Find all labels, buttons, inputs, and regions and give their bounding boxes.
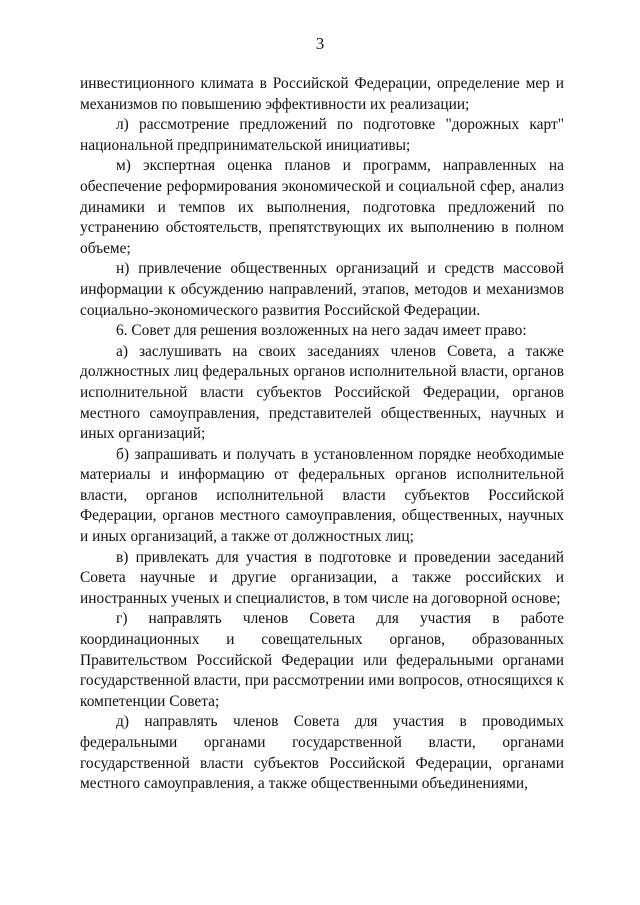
document-body — [80, 74, 564, 795]
paragraph-item-g: г) направлять членов Совета для участия в работе координационных и совещательных органов, образованных Правительством Российской Федерации или федеральными органами государственной власти, при рассмотрении ими вопросов, относящихся к компетенции Совета; — [80, 610, 564, 710]
paragraph-item-b: б) запрашивать и получать в установленном порядке необходимые материалы и информацию от федеральных органов исполнительной власти, органов исполнительной власти субъектов Российской Федерации, органов местного самоуправления, общественных, научных и иных организаций, а также от должностных лиц; — [80, 445, 564, 546]
paragraph-item-v: в) привлекать для участия в подготовке и проведении заседаний Совета научные и другие организации, а также российских и иностранных ученых и специалистов, в том числе на договорной основе; — [80, 548, 564, 607]
paragraph-item-n: н) привлечение общественных организаций и средств массовой информации к обсуждению направлений, этапов, методов и механизмов социально-экономического развития Российской Федерации. — [80, 260, 564, 319]
paragraph-item-a: а) заслушивать на своих заседаниях членов Совета, а также должностных лиц федеральных органов исполнительной власти, органов исполнительной власти субъектов Российской Федерации, органов местного самоуправления, представителей общественных, научных и иных организаций; — [80, 342, 564, 443]
paragraph-item-l: л) рассмотрение предложений по подготовке "дорожных карт" национальной предпринимательской инициативы; — [80, 116, 564, 154]
paragraph-item-m: м) экспертная оценка планов и программ, направленных на обеспечение реформирования экономической и социальной сфер, анализ динамики и темпов их выполнения, подготовка предложений по устранению обстоятельств, препятствующих их выполнению в полном объеме; — [80, 157, 564, 257]
page-number: 3 — [315, 34, 325, 53]
paragraph-section-6: 6. Совет для решения возложенных на него задач имеет право: — [116, 322, 527, 340]
paragraph-continuation: инвестиционного климата в Российской Федерации, определение мер и механизмов по повышению эффективности их реализации; — [80, 75, 564, 113]
paragraph-item-d: д) направлять членов Совета для участия в проводимых федеральными органами государственной власти, органами государственной власти субъектов Российской Федерации, органами местного самоуправления, а также общественными объединениями, — [80, 713, 564, 793]
